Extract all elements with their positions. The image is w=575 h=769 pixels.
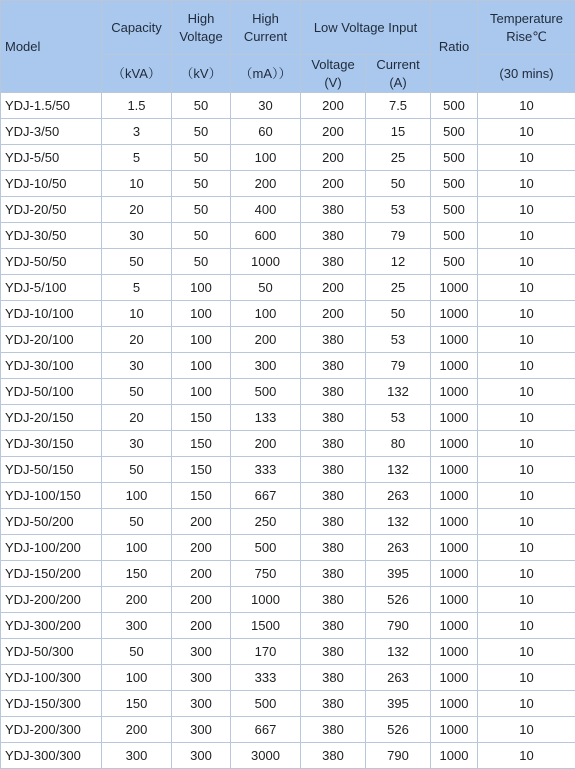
cell-model: YDJ-50/100 [1, 379, 102, 405]
cell-voltage: 380 [301, 717, 366, 743]
cell-current: 79 [366, 223, 431, 249]
cell-ratio: 500 [431, 93, 478, 119]
header-high-current-unit: （mA）） [231, 55, 301, 93]
cell-capacity: 150 [102, 691, 172, 717]
cell-high-current: 500 [231, 379, 301, 405]
cell-voltage: 380 [301, 457, 366, 483]
cell-temperature-rise: 10 [478, 535, 575, 561]
cell-high-voltage: 50 [172, 145, 231, 171]
cell-current: 526 [366, 587, 431, 613]
cell-temperature-rise: 10 [478, 145, 575, 171]
cell-high-current: 1500 [231, 613, 301, 639]
cell-capacity: 50 [102, 457, 172, 483]
cell-current: 53 [366, 327, 431, 353]
cell-ratio: 500 [431, 171, 478, 197]
cell-model: YDJ-20/150 [1, 405, 102, 431]
cell-high-voltage: 100 [172, 327, 231, 353]
table-row [1, 535, 575, 561]
cell-temperature-rise: 10 [478, 275, 575, 301]
table-row [1, 119, 575, 145]
cell-high-current: 250 [231, 509, 301, 535]
table-row [1, 743, 575, 769]
cell-high-voltage: 50 [172, 93, 231, 119]
cell-current: 15 [366, 119, 431, 145]
table-row [1, 691, 575, 717]
cell-high-voltage: 150 [172, 431, 231, 457]
table-row [1, 483, 575, 509]
cell-capacity: 50 [102, 509, 172, 535]
cell-capacity: 20 [102, 197, 172, 223]
cell-capacity: 300 [102, 743, 172, 769]
cell-ratio: 1000 [431, 301, 478, 327]
cell-capacity: 300 [102, 613, 172, 639]
cell-temperature-rise: 10 [478, 613, 575, 639]
table-row [1, 639, 575, 665]
cell-capacity: 50 [102, 249, 172, 275]
cell-high-current: 1000 [231, 587, 301, 613]
cell-voltage: 380 [301, 405, 366, 431]
cell-model: YDJ-300/300 [1, 743, 102, 769]
cell-ratio: 500 [431, 249, 478, 275]
table-row [1, 379, 575, 405]
cell-model: YDJ-5/50 [1, 145, 102, 171]
cell-temperature-rise: 10 [478, 119, 575, 145]
table-row [1, 717, 575, 743]
cell-current: 7.5 [366, 93, 431, 119]
cell-high-voltage: 100 [172, 301, 231, 327]
cell-current: 790 [366, 613, 431, 639]
header-voltage: Voltage (V) [301, 55, 366, 93]
header-capacity-unit: （kVA） [102, 55, 172, 93]
cell-model: YDJ-200/300 [1, 717, 102, 743]
cell-temperature-rise: 10 [478, 717, 575, 743]
cell-model: YDJ-1.5/50 [1, 93, 102, 119]
cell-model: YDJ-150/200 [1, 561, 102, 587]
cell-model: YDJ-300/200 [1, 613, 102, 639]
cell-current: 132 [366, 639, 431, 665]
cell-model: YDJ-5/100 [1, 275, 102, 301]
cell-temperature-rise: 10 [478, 405, 575, 431]
cell-high-voltage: 300 [172, 743, 231, 769]
table-body [1, 93, 575, 769]
cell-capacity: 100 [102, 665, 172, 691]
cell-current: 53 [366, 197, 431, 223]
header-capacity: Capacity [102, 1, 172, 55]
cell-high-voltage: 200 [172, 509, 231, 535]
cell-capacity: 20 [102, 327, 172, 353]
cell-voltage: 380 [301, 587, 366, 613]
cell-capacity: 30 [102, 353, 172, 379]
cell-current: 80 [366, 431, 431, 457]
cell-current: 132 [366, 509, 431, 535]
cell-voltage: 380 [301, 665, 366, 691]
cell-ratio: 1000 [431, 639, 478, 665]
cell-voltage: 380 [301, 431, 366, 457]
header-current: Current (A) [366, 55, 431, 93]
cell-voltage: 200 [301, 119, 366, 145]
cell-high-current: 133 [231, 405, 301, 431]
cell-model: YDJ-3/50 [1, 119, 102, 145]
cell-high-voltage: 200 [172, 535, 231, 561]
cell-model: YDJ-200/200 [1, 587, 102, 613]
cell-high-current: 1000 [231, 249, 301, 275]
cell-temperature-rise: 10 [478, 483, 575, 509]
cell-high-current: 200 [231, 171, 301, 197]
header-model: Model [1, 1, 102, 93]
header-low-voltage-input: Low Voltage Input [301, 1, 431, 55]
cell-high-current: 400 [231, 197, 301, 223]
cell-high-current: 600 [231, 223, 301, 249]
cell-high-voltage: 300 [172, 717, 231, 743]
cell-temperature-rise: 10 [478, 457, 575, 483]
cell-current: 395 [366, 561, 431, 587]
table-row [1, 561, 575, 587]
cell-voltage: 380 [301, 613, 366, 639]
cell-capacity: 3 [102, 119, 172, 145]
table-row [1, 93, 575, 119]
cell-high-voltage: 300 [172, 691, 231, 717]
table-row [1, 587, 575, 613]
cell-current: 263 [366, 535, 431, 561]
cell-high-current: 300 [231, 353, 301, 379]
cell-ratio: 1000 [431, 405, 478, 431]
cell-ratio: 1000 [431, 561, 478, 587]
cell-model: YDJ-150/300 [1, 691, 102, 717]
cell-voltage: 380 [301, 639, 366, 665]
cell-high-voltage: 50 [172, 249, 231, 275]
cell-current: 132 [366, 379, 431, 405]
header-temperature-unit: (30 mins) [478, 55, 575, 93]
table-row [1, 171, 575, 197]
cell-voltage: 380 [301, 249, 366, 275]
cell-temperature-rise: 10 [478, 379, 575, 405]
table-row [1, 327, 575, 353]
cell-ratio: 1000 [431, 457, 478, 483]
cell-ratio: 1000 [431, 665, 478, 691]
table-row [1, 509, 575, 535]
table-row [1, 223, 575, 249]
header-high-voltage: High Voltage [172, 1, 231, 55]
cell-high-voltage: 200 [172, 587, 231, 613]
cell-current: 12 [366, 249, 431, 275]
cell-ratio: 1000 [431, 691, 478, 717]
cell-ratio: 1000 [431, 275, 478, 301]
cell-voltage: 380 [301, 743, 366, 769]
cell-capacity: 10 [102, 301, 172, 327]
cell-voltage: 380 [301, 483, 366, 509]
cell-high-voltage: 50 [172, 171, 231, 197]
cell-temperature-rise: 10 [478, 301, 575, 327]
cell-current: 25 [366, 145, 431, 171]
cell-high-voltage: 200 [172, 613, 231, 639]
table-row [1, 197, 575, 223]
header-ratio: Ratio [431, 1, 478, 93]
cell-model: YDJ-50/200 [1, 509, 102, 535]
cell-voltage: 200 [301, 93, 366, 119]
cell-high-current: 200 [231, 327, 301, 353]
cell-high-voltage: 100 [172, 353, 231, 379]
cell-voltage: 380 [301, 509, 366, 535]
cell-ratio: 500 [431, 119, 478, 145]
cell-temperature-rise: 10 [478, 327, 575, 353]
cell-high-current: 500 [231, 691, 301, 717]
cell-ratio: 1000 [431, 743, 478, 769]
cell-ratio: 1000 [431, 327, 478, 353]
cell-temperature-rise: 10 [478, 665, 575, 691]
table-row [1, 431, 575, 457]
cell-voltage: 200 [301, 275, 366, 301]
table-row [1, 301, 575, 327]
cell-temperature-rise: 10 [478, 691, 575, 717]
table-row [1, 275, 575, 301]
cell-high-current: 200 [231, 431, 301, 457]
cell-high-current: 500 [231, 535, 301, 561]
table-row [1, 405, 575, 431]
cell-high-voltage: 100 [172, 379, 231, 405]
cell-model: YDJ-20/100 [1, 327, 102, 353]
cell-high-current: 50 [231, 275, 301, 301]
cell-high-voltage: 50 [172, 223, 231, 249]
cell-temperature-rise: 10 [478, 353, 575, 379]
cell-model: YDJ-50/150 [1, 457, 102, 483]
cell-ratio: 1000 [431, 535, 478, 561]
table-header [1, 1, 575, 93]
cell-high-voltage: 200 [172, 561, 231, 587]
cell-voltage: 380 [301, 535, 366, 561]
cell-high-current: 30 [231, 93, 301, 119]
cell-high-voltage: 150 [172, 405, 231, 431]
cell-voltage: 200 [301, 301, 366, 327]
cell-high-voltage: 50 [172, 119, 231, 145]
cell-temperature-rise: 10 [478, 171, 575, 197]
cell-capacity: 200 [102, 717, 172, 743]
cell-ratio: 500 [431, 223, 478, 249]
header-temperature-rise: Temperature Rise℃ [478, 1, 575, 55]
table-row [1, 145, 575, 171]
cell-current: 53 [366, 405, 431, 431]
cell-temperature-rise: 10 [478, 509, 575, 535]
table-row [1, 613, 575, 639]
cell-capacity: 100 [102, 483, 172, 509]
cell-current: 25 [366, 275, 431, 301]
cell-temperature-rise: 10 [478, 561, 575, 587]
cell-high-current: 170 [231, 639, 301, 665]
cell-voltage: 200 [301, 171, 366, 197]
cell-temperature-rise: 10 [478, 197, 575, 223]
cell-capacity: 1.5 [102, 93, 172, 119]
cell-model: YDJ-100/200 [1, 535, 102, 561]
cell-ratio: 1000 [431, 613, 478, 639]
header-high-current: High Current [231, 1, 301, 55]
cell-voltage: 380 [301, 223, 366, 249]
cell-high-voltage: 300 [172, 639, 231, 665]
cell-current: 395 [366, 691, 431, 717]
cell-high-current: 333 [231, 457, 301, 483]
cell-capacity: 150 [102, 561, 172, 587]
cell-high-current: 333 [231, 665, 301, 691]
cell-capacity: 10 [102, 171, 172, 197]
cell-high-current: 100 [231, 301, 301, 327]
cell-model: YDJ-50/50 [1, 249, 102, 275]
cell-high-voltage: 150 [172, 457, 231, 483]
cell-ratio: 1000 [431, 717, 478, 743]
cell-current: 790 [366, 743, 431, 769]
cell-capacity: 5 [102, 275, 172, 301]
cell-current: 79 [366, 353, 431, 379]
cell-temperature-rise: 10 [478, 93, 575, 119]
cell-ratio: 1000 [431, 431, 478, 457]
cell-ratio: 1000 [431, 353, 478, 379]
cell-model: YDJ-50/300 [1, 639, 102, 665]
table-row [1, 665, 575, 691]
cell-temperature-rise: 10 [478, 249, 575, 275]
cell-capacity: 100 [102, 535, 172, 561]
table-row [1, 457, 575, 483]
cell-model: YDJ-30/50 [1, 223, 102, 249]
cell-high-current: 100 [231, 145, 301, 171]
cell-model: YDJ-30/100 [1, 353, 102, 379]
cell-current: 263 [366, 483, 431, 509]
cell-temperature-rise: 10 [478, 743, 575, 769]
cell-high-current: 60 [231, 119, 301, 145]
cell-capacity: 30 [102, 431, 172, 457]
cell-model: YDJ-100/300 [1, 665, 102, 691]
cell-high-current: 750 [231, 561, 301, 587]
header-high-voltage-unit: （kV） [172, 55, 231, 93]
cell-current: 132 [366, 457, 431, 483]
cell-model: YDJ-10/100 [1, 301, 102, 327]
cell-voltage: 380 [301, 197, 366, 223]
cell-temperature-rise: 10 [478, 223, 575, 249]
cell-ratio: 1000 [431, 379, 478, 405]
cell-capacity: 5 [102, 145, 172, 171]
cell-current: 263 [366, 665, 431, 691]
cell-capacity: 30 [102, 223, 172, 249]
cell-ratio: 1000 [431, 587, 478, 613]
cell-voltage: 380 [301, 691, 366, 717]
cell-voltage: 380 [301, 353, 366, 379]
cell-high-voltage: 50 [172, 197, 231, 223]
cell-ratio: 500 [431, 145, 478, 171]
cell-capacity: 50 [102, 379, 172, 405]
cell-temperature-rise: 10 [478, 431, 575, 457]
cell-current: 50 [366, 171, 431, 197]
cell-voltage: 380 [301, 561, 366, 587]
table-row [1, 249, 575, 275]
cell-ratio: 1000 [431, 509, 478, 535]
cell-model: YDJ-20/50 [1, 197, 102, 223]
cell-capacity: 20 [102, 405, 172, 431]
cell-temperature-rise: 10 [478, 639, 575, 665]
cell-high-voltage: 300 [172, 665, 231, 691]
cell-current: 526 [366, 717, 431, 743]
cell-high-current: 667 [231, 717, 301, 743]
cell-ratio: 1000 [431, 483, 478, 509]
cell-model: YDJ-10/50 [1, 171, 102, 197]
cell-current: 50 [366, 301, 431, 327]
cell-high-current: 667 [231, 483, 301, 509]
cell-model: YDJ-30/150 [1, 431, 102, 457]
cell-capacity: 50 [102, 639, 172, 665]
cell-voltage: 380 [301, 327, 366, 353]
cell-capacity: 200 [102, 587, 172, 613]
cell-high-voltage: 150 [172, 483, 231, 509]
cell-model: YDJ-100/150 [1, 483, 102, 509]
cell-ratio: 500 [431, 197, 478, 223]
cell-high-voltage: 100 [172, 275, 231, 301]
cell-high-current: 3000 [231, 743, 301, 769]
cell-voltage: 380 [301, 379, 366, 405]
cell-voltage: 200 [301, 145, 366, 171]
table-row [1, 353, 575, 379]
cell-temperature-rise: 10 [478, 587, 575, 613]
